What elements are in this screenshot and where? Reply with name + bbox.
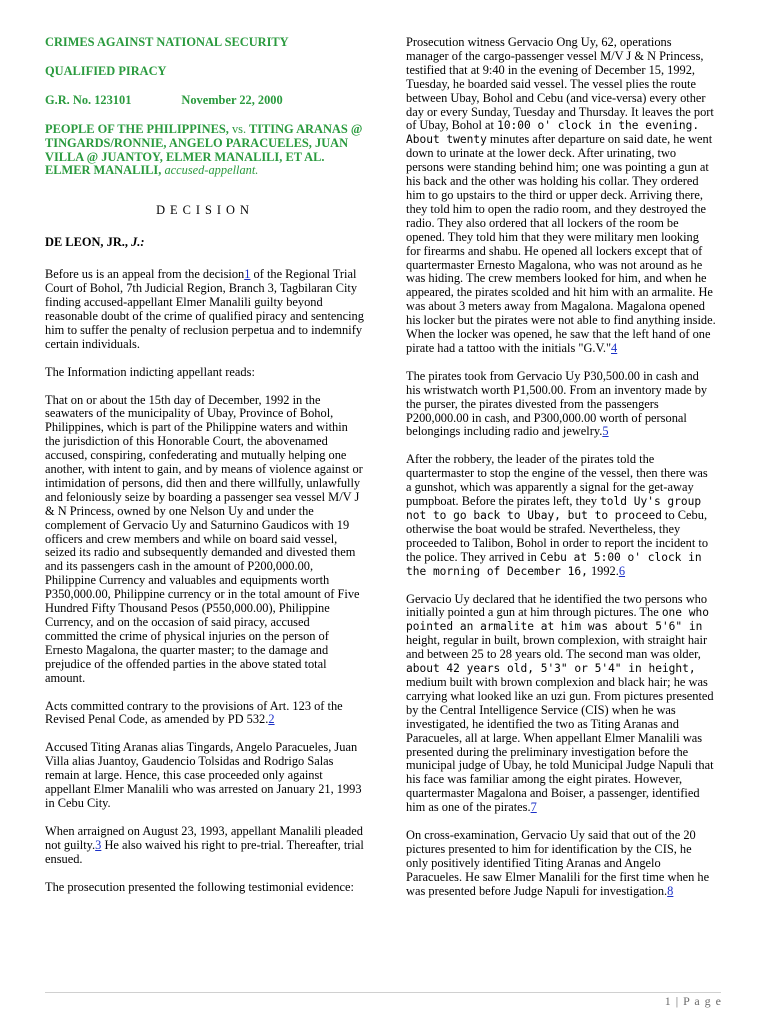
case-number-line (45, 94, 365, 108)
accused-name: ELMER MANALILI, (45, 163, 162, 178)
accused-role: accused-appellant. (164, 163, 259, 178)
judge-suffix: J.: (131, 235, 145, 250)
gr-number: G.R. No. 123101 (45, 92, 132, 107)
footer-divider (45, 992, 721, 993)
footnote-link-1[interactable]: 1 (244, 267, 251, 282)
footnote-link-8[interactable]: 8 (667, 883, 674, 898)
subject-heading: QUALIFIED PIRACY (45, 63, 167, 78)
decision-date: November 22, 2000 (181, 92, 283, 107)
versus: vs. (231, 121, 247, 136)
plaintiff: PEOPLE OF THE PHILIPPINES, (45, 121, 229, 136)
footnote-link-7[interactable]: 7 (530, 800, 537, 815)
paragraph: Accused Titing Aranas alias Tingards, Angelo Paracueles, Juan Villa alias Juantoy, Gaudencio Tolsidas and Rodrigo Salas remain at large. Hence, this case proceeded only against appellant Elmer Manalili who was arrested on January 21, 1993 in Cebu City. (45, 740, 362, 810)
paragraph: The Information indicting appellant reads: (45, 364, 255, 379)
footnote-link-2[interactable]: 2 (268, 712, 275, 727)
paragraph: The prosecution presented the following testimonial evidence: (45, 879, 354, 894)
left-column (45, 36, 365, 909)
paragraph: The pirates took from Gervacio Uy P30,500.00 in cash and his wristwatch worth P1,500.00. From an inventory made by the purser, the pirates divested from the passengers P200,000.00 in cash, and P300,000.00 worth of personal belongings including radio and jewelry.5 (406, 368, 708, 439)
paragraph: Before us is an appeal from the decision1 of the Regional Trial Court of Bohol, 7th Judicial Region, Branch 3, Tagbilaran City finding accused-appellant Elmer Manalili guilty beyond reasonable doubt of the crime of qualified piracy and sentencing him to suffer the penalty of reclusion perpetua and to indemnify certain individuals. (45, 267, 364, 351)
paragraph: When arraigned on August 23, 1993, appellant Manalili pleaded not guilty.3 He also waived his right to pre-trial. Thereafter, trial ensued. (45, 823, 364, 866)
page-number: 1 (664, 994, 672, 1008)
case-parties (45, 123, 365, 179)
defendants: TITING ARANAS @ TINGARDS/RONNIE, ANGELO PARACUELES, JUAN VILLA @ JUANTOY, ELMER MANALILI, ET AL. (45, 121, 363, 164)
decision-title: DECISION (156, 203, 254, 218)
page-footer (665, 994, 722, 1009)
paragraph: On cross-examination, Gervacio Uy said that out of the 20 pictures presented to him for identification by the CIS, he only positively identified Titing Aranas and Angelo Paracueles. He saw Elmer Manalili for the first time when he was presented before Judge Napuli for investigation.8 (406, 828, 710, 898)
paragraph: Acts committed contrary to the provisions of Art. 123 of the Revised Penal Code, as amended by PD 532.2 (45, 698, 343, 727)
page-label: | P a g e (675, 994, 722, 1008)
footnote-link-6[interactable]: 6 (618, 563, 626, 578)
paragraph: Gervacio Uy declared that he identified the two persons who initially pointed a gun at him through pictures. The one who pointed an armalite at him was about 5'6" in height, regular in built, brown complexion, with straight hair and between 25 to 28 years old. The second man was older, about 42 years old, 5'3" or 5'4" in height, medium built with brown complexion and black hair; he was carrying what looked like an uzi gun. From pictures presented by the Central Intelligence Service (CIS) when he was investigated, he identified the two as Titing Aranas and Paracueles, all at large. When appellant Elmer Manalili was presented during the preliminary investigation before the municipal judge of Ubay, he told Municipal Judge Napuli that his face was familiar among the eight pirates. However, quartermaster Magalona and Boiser, a passenger, identified him as one of the pirates.7 (406, 591, 714, 815)
paragraph: After the robbery, the leader of the pirates told the quartermaster to stop the engine of the vessel, then there was a gunshot, which was apparently a signal for the get-away pumpboat. Before the pirates left, they told Uy's group not to go back to Ubay, but to proceed to Cebu, otherwise the boat would be strafed. Nevertheless, they proceeded to Talibon, Bohol in order to report the incident to the police. They arrived in Cebu at 5:00 o' clock in the morning of December 16, 1992.6 (406, 452, 709, 578)
ponente (45, 236, 365, 250)
judge-name: DE LEON, JR., (45, 235, 128, 250)
right-column (406, 36, 716, 913)
category-heading: CRIMES AGAINST NATIONAL SECURITY (45, 35, 289, 49)
paragraph: Prosecution witness Gervacio Ong Uy, 62, operations manager of the cargo-passenger vessel M/V J & N Princess, testified that at 9:40 in the evening of December 15, 1992, Tuesday, he boarded said vessel. The vessel plies the route between Ubay, Bohol and Cebu (and vice-versa) every other day or every Sunday, Tuesday and Thursday. It leaves the port of Ubay, Bohol at 10:00 o' clock in the evening. About twenty minutes after departure on said date, he went down to urinate at the lower deck. After urinating, two persons were standing behind him; one was pointing a gun at his back and the other was holding his collar. They ordered him to go upstairs to the third or upper deck. Arriving there, they told him to open the radio room, and they destroyed the radio. They also ordered that all lockers of the room be opened. They told him that they were military men looking for firearms and shabu. He opened all lockers except that of quartermaster Ernesto Magalona, who was not around as he was hiding. The crew members looked for him, and when he appeared, the pirates scolded and hit him with an armalite. He was about 3 meters away from Magalona. Magalona opened his locker but the pirates were not able to find anything inside. When the locker was opened, he saw that the left hand of one pirate had a tattoo with the initials "G.V."4 (406, 35, 716, 355)
footnote-link-4[interactable]: 4 (611, 340, 618, 355)
footnote-link-5[interactable]: 5 (602, 424, 609, 439)
information-quote: That on or about the 15th day of December, 1992 in the seawaters of the municipality of Ubay, Province of Bohol, Philippines, which is part of the Philippine waters and within the jurisdiction of this Honorable Court, the abovenamed accused, conspiring, confederating and mutually helping one another, with intent to gain, and by means of violence against or intimidation of persons, did then and there willfully, unlawfully and feloniously seize by boarding a passenger sea vessel M/V J & N Princess, owned by one Nelson Uy and under the complement of Gervacio Uy and Saturnino Gaudicos with 19 officers and crew members and while on board said vessel, seized its radio and subsequently demanded and divested them and its passengers cash in the amount of P200,000.00, Philippine Currency and valuables and equipments worth P350,000.00, Philippine currency or in the total amount of Five Hundred Fifty Thousand Pesos (P550,000.00), Philippine Currency, and on the occasion of said piracy, accused committed the crime of physical injuries on the person of Ernesto Magalona, the quarter master; to the damage and prejudice of the offended parties in the above stated total amount. (45, 392, 363, 685)
footnote-link-3[interactable]: 3 (95, 837, 102, 852)
